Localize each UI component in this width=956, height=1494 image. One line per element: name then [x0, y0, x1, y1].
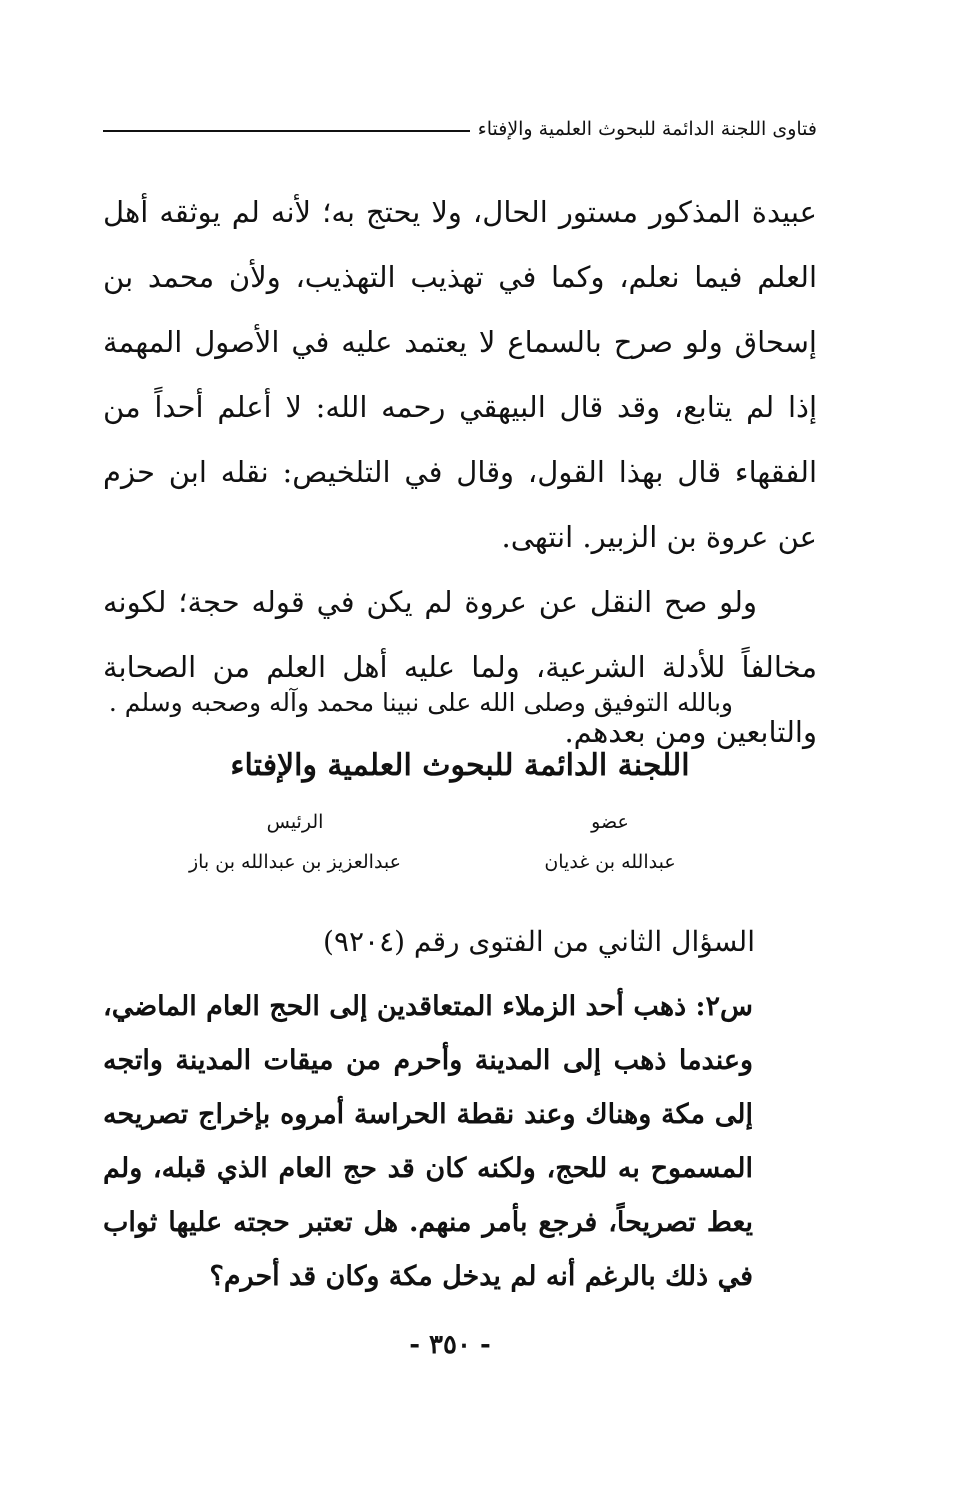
running-header: [103, 114, 817, 144]
question-reference: السؤال الثاني من الفتوى رقم (٩٢٠٤): [323, 925, 755, 958]
running-header-title: فتاوى اللجنة الدائمة للبحوث العلمية والإفتاء: [477, 118, 817, 140]
header-rule: [103, 130, 470, 132]
signature-member: [520, 802, 700, 882]
committee-name: اللجنة الدائمة للبحوث العلمية والإفتاء: [230, 748, 690, 783]
chair-title: الرئيس: [266, 811, 324, 833]
body-paragraph-1: عبيدة المذكور مستور الحال، ولا يحتج به؛ لأنه لم يوثقه أهل العلم فيما نعلم، وكما في تهذيب التهذيب، ولأن محمد بن إسحاق ولو صرح بالسماع لا يعتمد عليه في الأصول المهمة إذا لم يتابع، وقد قال البيهقي رحمه الله: لا أعلم أحداً من الفقهاء قال بهذا القول، وقال في التلخيص: نقله ابن حزم عن عروة بن الزبير. انتهى.: [103, 195, 818, 554]
member-title: عضو: [591, 811, 629, 833]
body-paragraph-2: ولو صح النقل عن عروة لم يكن في قوله حجة؛ لكونه مخالفاً للأدلة الشرعية، ولما عليه أهل العلم من الصحابة والتابعين ومن بعدهم.: [103, 585, 817, 749]
question-text: س٢: ذهب أحد الزملاء المتعاقدين إلى الحج العام الماضي، وعندما ذهب إلى المدينة وأحرم من ميقات المدينة واتجه إلى مكة وهناك وعند نقطة الحراسة أمروه بإخراج تصريحه المسموح به للحج، ولكنه كان قد حج العام الذي قبله، ولم يعط تصريحاً، فرجع بأمر منهم. هل تعتبر حجته عليها ثواب في ذلك بالرغم أنه لم يدخل مكة وكان قد أحرم؟: [103, 991, 753, 1292]
body-text: [103, 180, 817, 765]
closing-formula: وبالله التوفيق وصلى الله على نبينا محمد وآله وصحبه وسلم .: [108, 688, 733, 717]
chair-name: عبدالعزيز بن عبدالله بن باز: [188, 851, 402, 873]
page-number: - ٣٥٠ -: [409, 1330, 491, 1360]
member-name: عبدالله بن غديان: [544, 851, 676, 873]
signature-chair: [170, 802, 420, 882]
